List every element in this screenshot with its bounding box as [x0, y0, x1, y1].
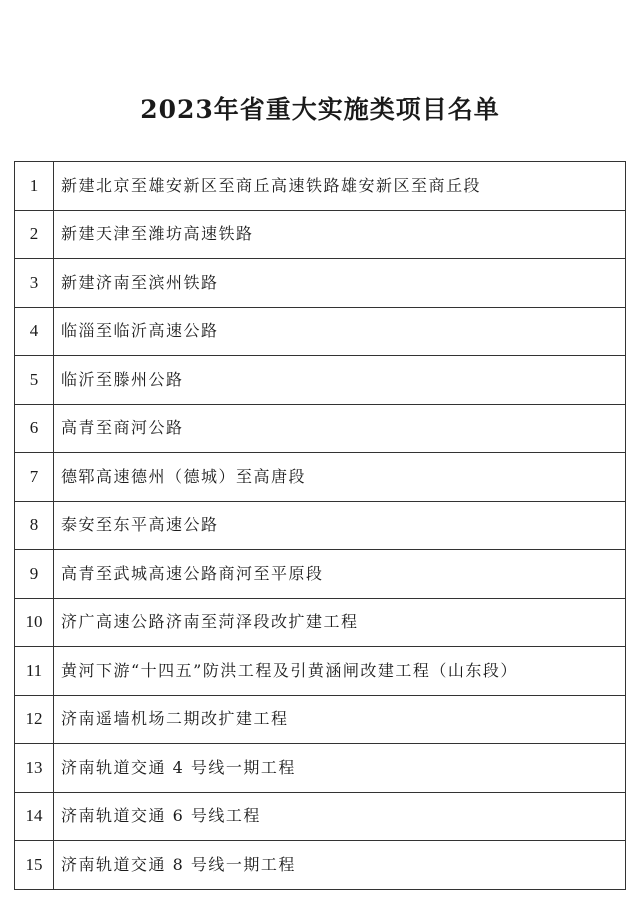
table-row [15, 501, 626, 550]
row-number: 3 [15, 259, 54, 308]
project-name: 济广高速公路济南至菏泽段改扩建工程 [54, 598, 626, 647]
project-name: 新建济南至滨州铁路 [54, 259, 626, 308]
table-row [15, 792, 626, 841]
project-name: 德郓高速德州（德城）至高唐段 [54, 453, 626, 502]
row-number: 12 [15, 695, 54, 744]
table-row [15, 647, 626, 696]
project-name: 高青至武城高速公路商河至平原段 [54, 550, 626, 599]
table-row [15, 259, 626, 308]
row-number: 7 [15, 453, 54, 502]
project-name: 济南轨道交通 4 号线一期工程 [54, 744, 626, 793]
row-number: 10 [15, 598, 54, 647]
row-number: 14 [15, 792, 54, 841]
project-name: 济南轨道交通 8 号线一期工程 [54, 841, 626, 890]
project-name: 黄河下游“十四五”防洪工程及引黄涵闸改建工程（山东段） [54, 647, 626, 696]
row-number: 2 [15, 210, 54, 259]
table-row [15, 356, 626, 405]
table-row [15, 307, 626, 356]
project-name: 济南轨道交通 6 号线工程 [54, 792, 626, 841]
row-number: 5 [15, 356, 54, 405]
row-number: 6 [15, 404, 54, 453]
row-number: 8 [15, 501, 54, 550]
table-row [15, 162, 626, 211]
page-title: 2023年省重大实施类项目名单 [140, 95, 500, 124]
table-row [15, 744, 626, 793]
table-row [15, 841, 626, 890]
project-rows [15, 162, 626, 890]
row-number: 4 [15, 307, 54, 356]
project-name: 新建天津至潍坊高速铁路 [54, 210, 626, 259]
table-row [15, 550, 626, 599]
row-number: 13 [15, 744, 54, 793]
table-row [15, 695, 626, 744]
project-name: 高青至商河公路 [54, 404, 626, 453]
row-number: 11 [15, 647, 54, 696]
table-row [15, 598, 626, 647]
project-name: 新建北京至雄安新区至商丘高速铁路雄安新区至商丘段 [54, 162, 626, 211]
row-number: 1 [15, 162, 54, 211]
project-name: 泰安至东平高速公路 [54, 501, 626, 550]
project-name: 临淄至临沂高速公路 [54, 307, 626, 356]
project-name: 临沂至滕州公路 [54, 356, 626, 405]
row-number: 9 [15, 550, 54, 599]
table-row [15, 404, 626, 453]
table-row [15, 210, 626, 259]
project-name: 济南遥墙机场二期改扩建工程 [54, 695, 626, 744]
table-row [15, 453, 626, 502]
project-list-table [14, 161, 626, 890]
row-number: 15 [15, 841, 54, 890]
